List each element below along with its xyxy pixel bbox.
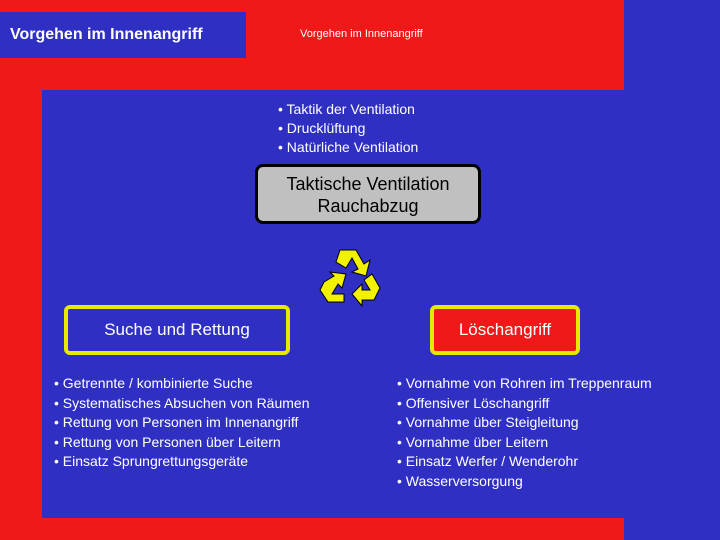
list-item: • Taktik der Ventilation — [278, 101, 415, 117]
red-left-strip — [0, 0, 42, 540]
attack-list — [397, 374, 652, 491]
list-item: • Einsatz Werfer / Wenderohr — [397, 453, 579, 469]
top-list — [278, 100, 418, 157]
list-item: • Vornahme über Steigleitung — [397, 414, 579, 430]
search-rescue-box: Suche und Rettung — [64, 305, 290, 355]
list-item: • Vornahme über Leitern — [397, 433, 549, 450]
list-item: • Drucklüftung — [278, 120, 366, 136]
list-item: • Rettung von Personen über Leitern — [54, 433, 281, 450]
search-rescue-list — [54, 374, 309, 472]
center-box-line2: Rauchabzug — [317, 196, 419, 216]
list-item: • Getrennte / kombinierte Suche — [54, 375, 253, 391]
list-item: • Vornahme von Rohren im Treppenraum — [397, 375, 652, 391]
list-item: • Systematisches Absuchen von Räumen — [54, 394, 310, 411]
list-item: • Offensiver Löschangriff — [397, 394, 550, 411]
red-bottom-strip — [0, 518, 624, 540]
slide-subtitle: Vorgehen im Innenangriff — [300, 28, 423, 40]
center-box — [255, 164, 481, 224]
center-box-line1: Taktische Ventilation — [286, 174, 450, 194]
recycle-icon — [312, 242, 392, 312]
list-item: • Einsatz Sprungrettungsgeräte — [54, 453, 249, 469]
attack-box: Löschangriff — [430, 305, 580, 355]
list-item: • Wasserversorgung — [397, 472, 523, 489]
list-item: • Rettung von Personen im Innenangriff — [54, 414, 299, 430]
slide-title: Vorgehen im Innenangriff — [0, 12, 246, 58]
list-item: • Natürliche Ventilation — [278, 139, 419, 155]
